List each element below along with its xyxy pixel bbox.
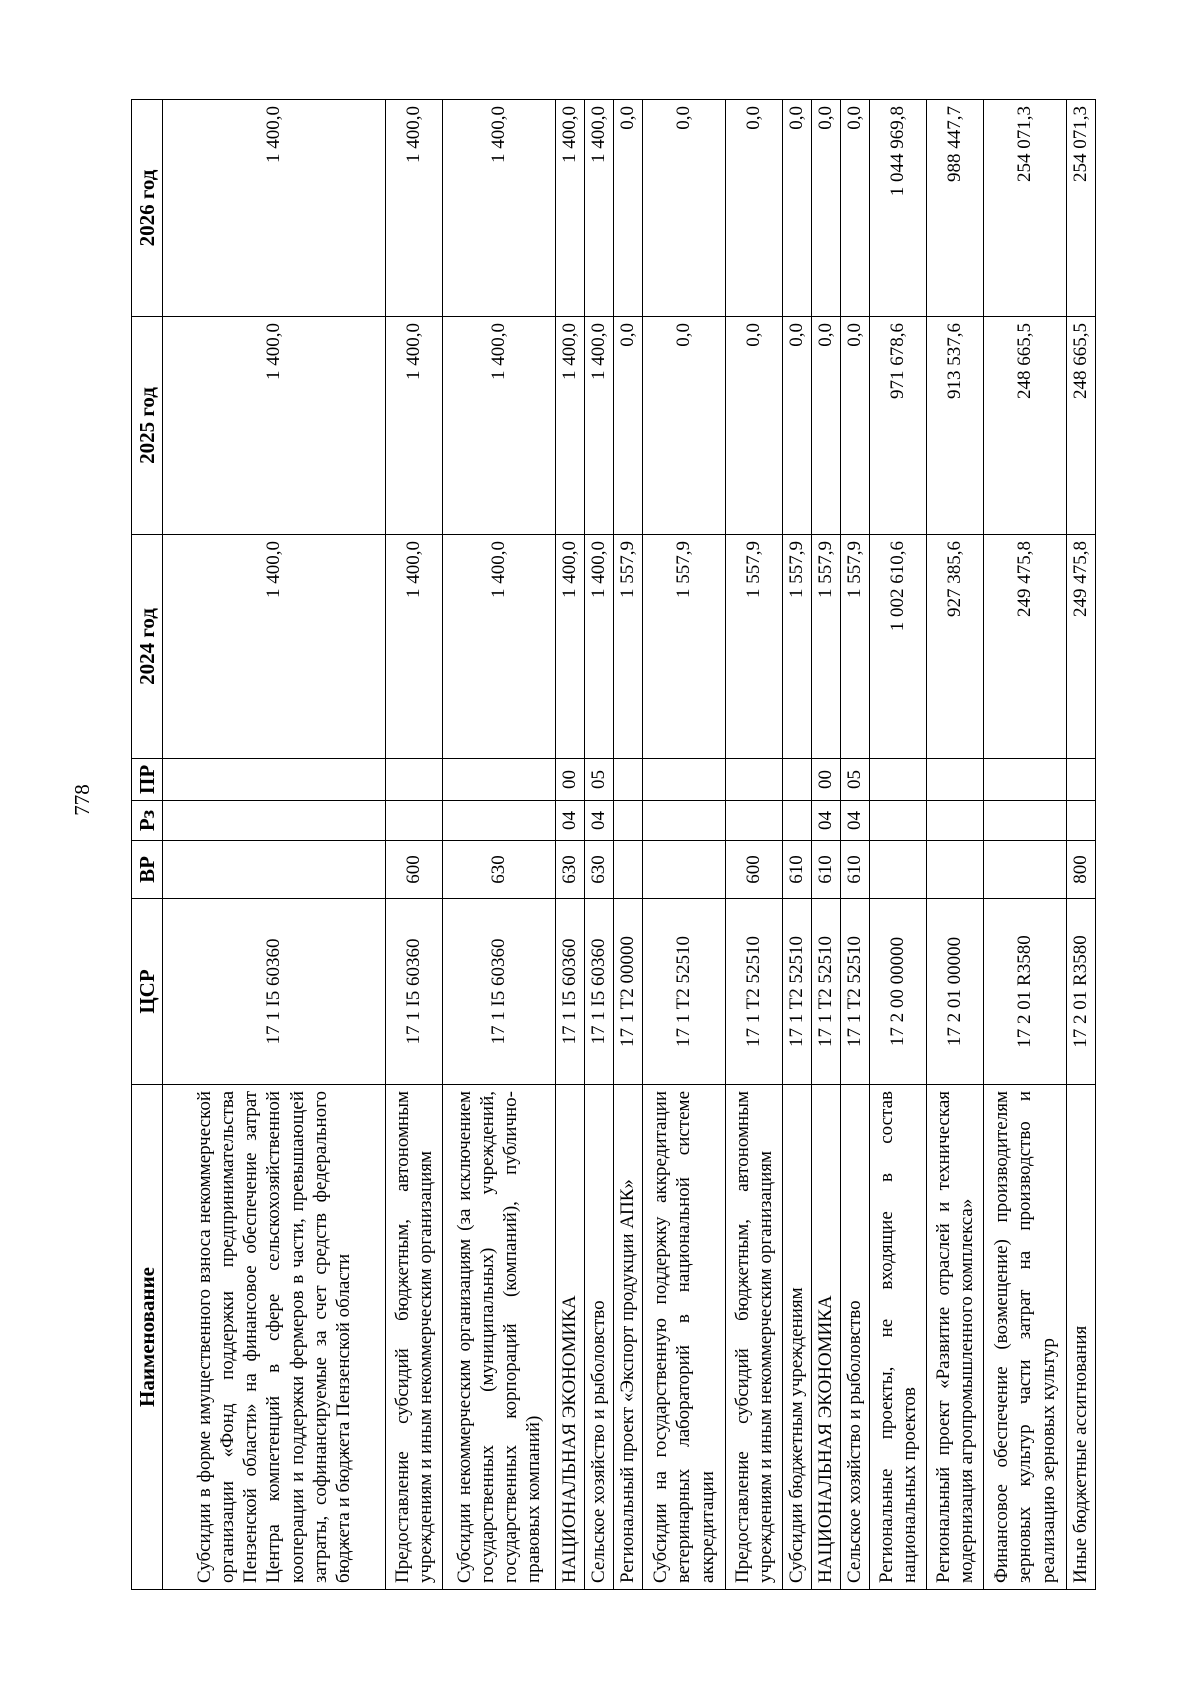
row-vr: 800 bbox=[1067, 841, 1096, 899]
row-vr bbox=[614, 841, 643, 899]
row-name: Иные бюджетные ассигнования bbox=[1067, 1085, 1096, 1590]
row-pr bbox=[726, 759, 783, 801]
page-number: 778 bbox=[70, 784, 94, 816]
row-csr: 17 1 I5 60360 bbox=[556, 899, 585, 1085]
header-vr: ВР bbox=[132, 841, 163, 899]
row-2024: 1 400,0 bbox=[556, 535, 585, 759]
row-pr: 05 bbox=[585, 759, 614, 801]
table-row bbox=[556, 100, 585, 1590]
row-2024: 1 400,0 bbox=[386, 535, 443, 759]
row-2024: 1 400,0 bbox=[163, 535, 386, 759]
header-2024: 2024 год bbox=[132, 535, 163, 759]
row-pr: 05 bbox=[841, 759, 870, 801]
row-rz bbox=[984, 801, 1067, 841]
row-2025: 1 400,0 bbox=[386, 317, 443, 535]
row-name: Сельское хозяйство и рыболовство bbox=[585, 1085, 614, 1590]
row-rz bbox=[1067, 801, 1096, 841]
row-2024: 1 557,9 bbox=[812, 535, 841, 759]
row-2026: 0,0 bbox=[841, 100, 870, 317]
row-vr: 630 bbox=[443, 841, 556, 899]
row-2025: 0,0 bbox=[783, 317, 812, 535]
row-2024: 1 557,9 bbox=[841, 535, 870, 759]
row-rz bbox=[614, 801, 643, 841]
row-pr bbox=[386, 759, 443, 801]
header-rz: Рз bbox=[132, 801, 163, 841]
row-name: Региональный проект «Экспорт продукции АПК» bbox=[614, 1085, 643, 1590]
row-name: Предоставление субсидий бюджетным, автономным учреждениям и иным некоммерческим организациям bbox=[726, 1085, 783, 1590]
row-rz: 04 bbox=[812, 801, 841, 841]
row-2026: 988 447,7 bbox=[927, 100, 984, 317]
row-csr: 17 1 I5 60360 bbox=[585, 899, 614, 1085]
row-name: Субсидии в форме имущественного взноса некоммерческой организации «Фонд поддержки предпринимательства Пензенской области» на финансовое обеспечение затрат Центра компетенций в сфере сельскохозяйственной кооперации и поддержки фермеров в части, превышающей затраты, софинансируемые за счет средств федерального бюджета и бюджета Пензенской области bbox=[163, 1085, 386, 1590]
row-csr: 17 1 I5 60360 bbox=[386, 899, 443, 1085]
row-pr bbox=[870, 759, 927, 801]
row-2024: 927 385,6 bbox=[927, 535, 984, 759]
row-2024: 1 557,9 bbox=[726, 535, 783, 759]
row-pr bbox=[984, 759, 1067, 801]
row-2024: 1 400,0 bbox=[585, 535, 614, 759]
row-csr: 17 1 T2 52510 bbox=[726, 899, 783, 1085]
row-2025: 0,0 bbox=[643, 317, 726, 535]
row-csr: 17 1 T2 52510 bbox=[841, 899, 870, 1085]
row-rz bbox=[643, 801, 726, 841]
row-name: Предоставление субсидий бюджетным, автономным учреждениям и иным некоммерческим организациям bbox=[386, 1085, 443, 1590]
row-name: НАЦИОНАЛЬНАЯ ЭКОНОМИКА bbox=[812, 1085, 841, 1590]
row-vr: 630 bbox=[556, 841, 585, 899]
row-2025: 1 400,0 bbox=[556, 317, 585, 535]
row-2026: 1 400,0 bbox=[585, 100, 614, 317]
row-2025: 0,0 bbox=[841, 317, 870, 535]
header-2026: 2026 год bbox=[132, 100, 163, 317]
row-vr: 600 bbox=[726, 841, 783, 899]
row-2026: 254 071,3 bbox=[1067, 100, 1096, 317]
table-row bbox=[585, 100, 614, 1590]
header-csr: ЦСР bbox=[132, 899, 163, 1085]
row-pr bbox=[443, 759, 556, 801]
row-rz bbox=[927, 801, 984, 841]
row-2024: 1 557,9 bbox=[643, 535, 726, 759]
row-2026: 1 044 969,8 bbox=[870, 100, 927, 317]
table-row bbox=[386, 100, 443, 1590]
table-row bbox=[812, 100, 841, 1590]
row-csr: 17 1 I5 60360 bbox=[163, 899, 386, 1085]
row-2025: 971 678,6 bbox=[870, 317, 927, 535]
row-rz bbox=[163, 801, 386, 841]
header-pr: ПР bbox=[132, 759, 163, 801]
row-2026: 0,0 bbox=[812, 100, 841, 317]
row-2025: 0,0 bbox=[812, 317, 841, 535]
row-rz bbox=[870, 801, 927, 841]
row-rz: 04 bbox=[556, 801, 585, 841]
row-2025: 1 400,0 bbox=[443, 317, 556, 535]
row-2024: 1 400,0 bbox=[443, 535, 556, 759]
row-2024: 249 475,8 bbox=[984, 535, 1067, 759]
row-csr: 17 2 00 00000 bbox=[870, 899, 927, 1085]
row-2026: 1 400,0 bbox=[386, 100, 443, 317]
row-vr bbox=[163, 841, 386, 899]
row-2026: 0,0 bbox=[643, 100, 726, 317]
row-2025: 1 400,0 bbox=[163, 317, 386, 535]
table-row bbox=[927, 100, 984, 1590]
row-pr bbox=[163, 759, 386, 801]
row-pr bbox=[1067, 759, 1096, 801]
row-pr bbox=[927, 759, 984, 801]
row-csr: 17 2 01 00000 bbox=[927, 899, 984, 1085]
row-pr bbox=[643, 759, 726, 801]
table-row bbox=[870, 100, 927, 1590]
table-row bbox=[726, 100, 783, 1590]
row-vr: 610 bbox=[841, 841, 870, 899]
row-vr: 600 bbox=[386, 841, 443, 899]
row-2025: 1 400,0 bbox=[585, 317, 614, 535]
row-2025: 248 665,5 bbox=[984, 317, 1067, 535]
row-vr: 610 bbox=[783, 841, 812, 899]
row-csr: 17 1 I5 60360 bbox=[443, 899, 556, 1085]
row-rz bbox=[443, 801, 556, 841]
row-vr bbox=[643, 841, 726, 899]
header-name: Наименование bbox=[132, 1085, 163, 1590]
table-row bbox=[984, 100, 1067, 1590]
row-2026: 1 400,0 bbox=[556, 100, 585, 317]
row-2026: 1 400,0 bbox=[163, 100, 386, 317]
rotated-table-wrapper bbox=[131, 100, 1200, 1590]
row-2024: 249 475,8 bbox=[1067, 535, 1096, 759]
row-name: Финансовое обеспечение (возмещение) производителям зерновых культур части затрат на производство и реализацию зерновых культур bbox=[984, 1085, 1067, 1590]
row-vr bbox=[927, 841, 984, 899]
row-2024: 1 002 610,6 bbox=[870, 535, 927, 759]
row-vr bbox=[984, 841, 1067, 899]
row-rz: 04 bbox=[841, 801, 870, 841]
row-name: Субсидии бюджетным учреждениям bbox=[783, 1085, 812, 1590]
row-csr: 17 1 T2 52510 bbox=[643, 899, 726, 1085]
budget-table bbox=[131, 99, 1096, 1590]
row-name: Региональный проект «Развитие отраслей и техническая модернизация агропромышленного комплекса» bbox=[927, 1085, 984, 1590]
row-2026: 0,0 bbox=[614, 100, 643, 317]
row-pr: 00 bbox=[812, 759, 841, 801]
table-row bbox=[163, 100, 386, 1590]
row-2025: 248 665,5 bbox=[1067, 317, 1096, 535]
row-csr: 17 1 T2 52510 bbox=[812, 899, 841, 1085]
row-2026: 1 400,0 bbox=[443, 100, 556, 317]
row-2025: 0,0 bbox=[726, 317, 783, 535]
row-rz: 04 bbox=[585, 801, 614, 841]
row-2025: 0,0 bbox=[614, 317, 643, 535]
row-name: Сельское хозяйство и рыболовство bbox=[841, 1085, 870, 1590]
row-vr bbox=[870, 841, 927, 899]
row-2026: 0,0 bbox=[726, 100, 783, 317]
row-vr: 610 bbox=[812, 841, 841, 899]
row-2026: 0,0 bbox=[783, 100, 812, 317]
row-rz bbox=[783, 801, 812, 841]
row-csr: 17 2 01 R3580 bbox=[984, 899, 1067, 1085]
row-2026: 254 071,3 bbox=[984, 100, 1067, 317]
row-pr: 00 bbox=[556, 759, 585, 801]
row-pr bbox=[614, 759, 643, 801]
header-2025: 2025 год bbox=[132, 317, 163, 535]
table-row bbox=[1067, 100, 1096, 1590]
row-csr: 17 1 T2 00000 bbox=[614, 899, 643, 1085]
table-row bbox=[614, 100, 643, 1590]
row-csr: 17 1 T2 52510 bbox=[783, 899, 812, 1085]
table-row bbox=[841, 100, 870, 1590]
table-row bbox=[643, 100, 726, 1590]
row-2024: 1 557,9 bbox=[614, 535, 643, 759]
row-csr: 17 2 01 R3580 bbox=[1067, 899, 1096, 1085]
row-name: НАЦИОНАЛЬНАЯ ЭКОНОМИКА bbox=[556, 1085, 585, 1590]
table-header-row bbox=[132, 100, 163, 1590]
table-row bbox=[783, 100, 812, 1590]
row-2025: 913 537,6 bbox=[927, 317, 984, 535]
row-2024: 1 557,9 bbox=[783, 535, 812, 759]
row-rz bbox=[386, 801, 443, 841]
row-vr: 630 bbox=[585, 841, 614, 899]
row-name: Субсидии на государственную поддержку аккредитации ветеринарных лабораторий в национальной системе аккредитации bbox=[643, 1085, 726, 1590]
row-pr bbox=[783, 759, 812, 801]
row-rz bbox=[726, 801, 783, 841]
row-name: Субсидии некоммерческим организациям (за исключением государственных (муниципальных) учреждений, государственных корпораций (компаний), публично-правовых компаний) bbox=[443, 1085, 556, 1590]
table-row bbox=[443, 100, 556, 1590]
row-name: Региональные проекты, не входящие в состав национальных проектов bbox=[870, 1085, 927, 1590]
